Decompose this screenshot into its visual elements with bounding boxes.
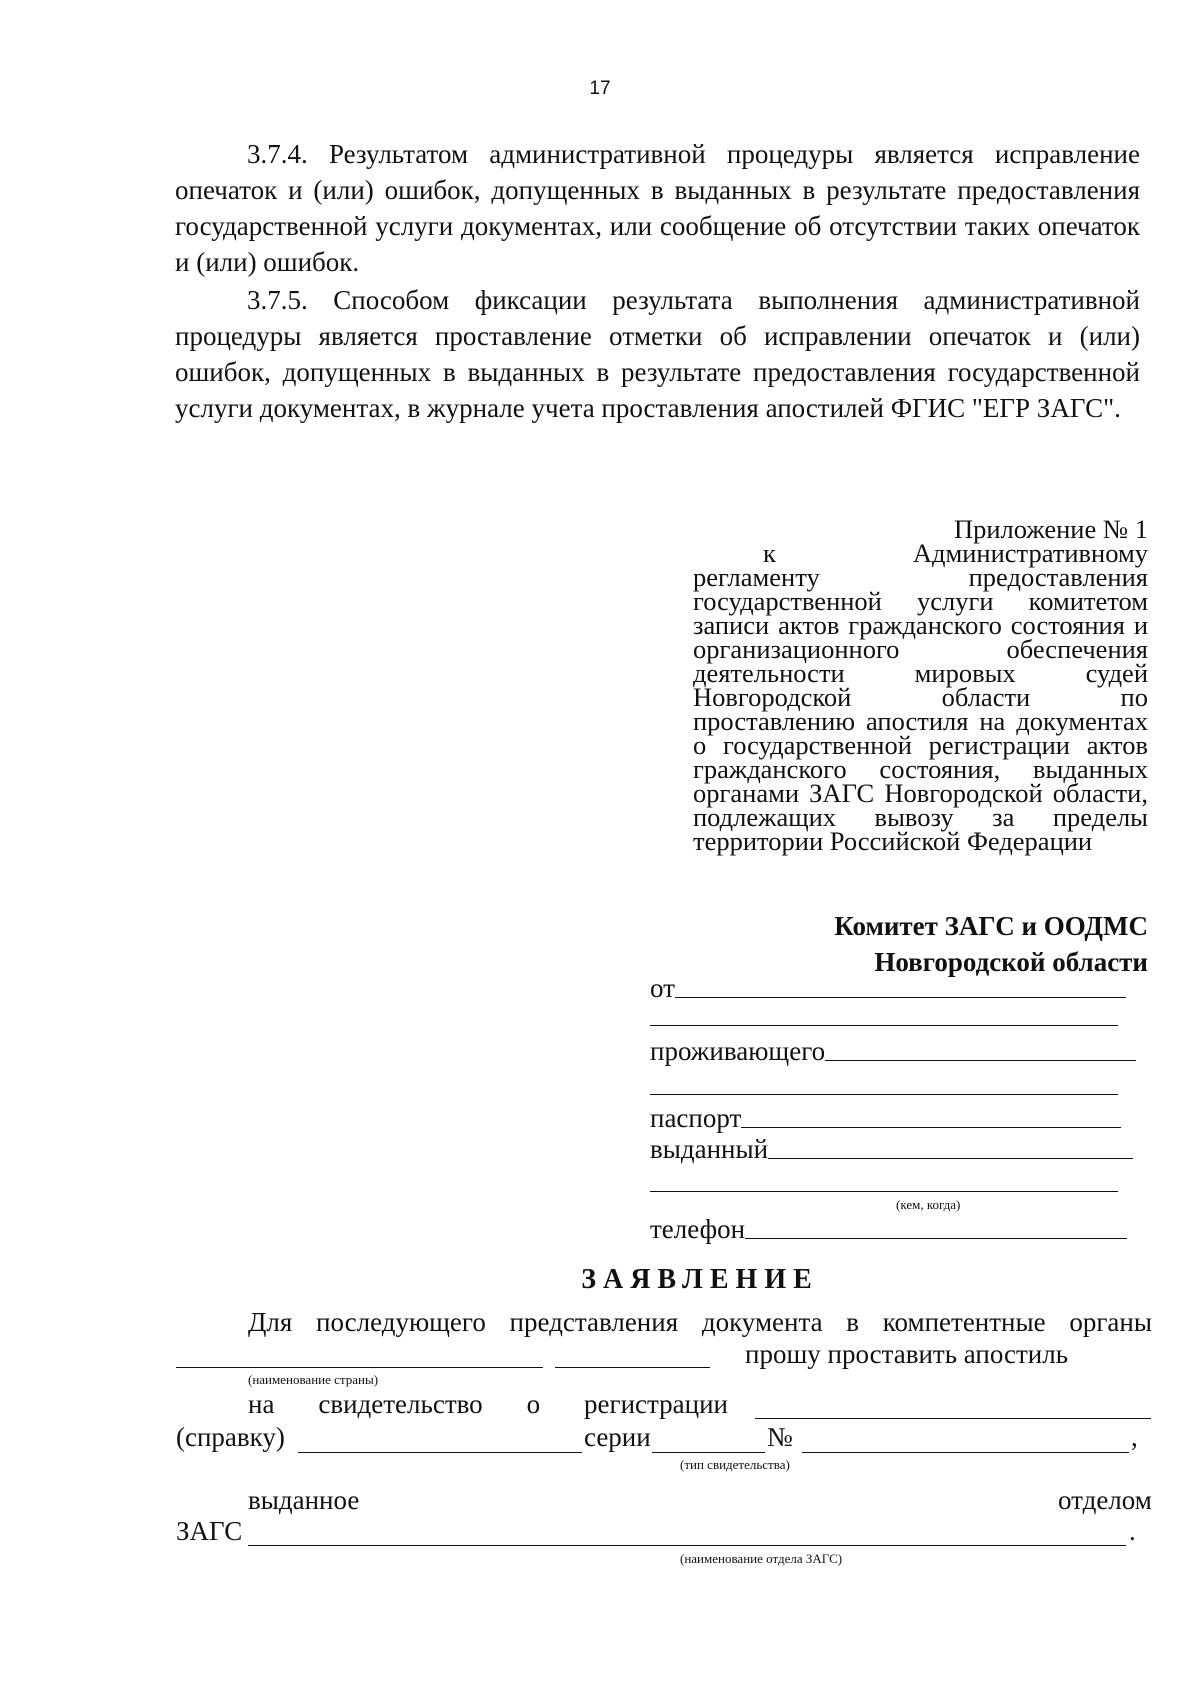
- issued-line-2[interactable]: [650, 1191, 1118, 1192]
- department-word: отделом: [1058, 1485, 1152, 1515]
- phone-line[interactable]: [745, 1234, 1127, 1239]
- issued-field: [650, 1133, 1133, 1165]
- from-line[interactable]: [675, 993, 1126, 998]
- serii-label: серии: [584, 1422, 651, 1452]
- certificate-type-line[interactable]: [755, 1418, 1151, 1419]
- residing-line-2[interactable]: [650, 1094, 1118, 1095]
- line-4-comma: ,: [1131, 1422, 1138, 1452]
- word-o: о: [526, 1389, 541, 1419]
- phone-label: телефон: [650, 1214, 746, 1244]
- country-line-2[interactable]: [555, 1367, 710, 1368]
- number-sign: №: [767, 1422, 793, 1452]
- passport-label: паспорт: [650, 1103, 742, 1133]
- word-svidetelstvo: свидетельство: [318, 1389, 483, 1419]
- residing-label: проживающего: [650, 1036, 826, 1066]
- from-label: от: [650, 973, 675, 1003]
- issued-hint: (кем, когда): [896, 1197, 961, 1212]
- statement-title: ЗАЯВЛЕНИЕ: [581, 1264, 819, 1295]
- series-line[interactable]: [652, 1452, 765, 1453]
- phone-field: [650, 1213, 1127, 1245]
- residing-line[interactable]: [825, 1056, 1136, 1061]
- word-na: на: [248, 1389, 275, 1419]
- from-line-2[interactable]: [650, 1025, 1118, 1026]
- addressee-line-2: Новгородской области: [874, 947, 1148, 977]
- type-hint: (тип свидетельства): [680, 1457, 790, 1472]
- issued-line[interactable]: [768, 1154, 1133, 1159]
- paragraph-3-7-4: 3.7.4. Результатом административной процедуры является исправление опечаток и (или) ошибок, допущенных в выданных в результате предоставления государственной услуги документах, или сообщение об отсутствии таких опечаток и (или) ошибок.: [175, 139, 1140, 277]
- country-hint: (наименование страны): [248, 1372, 379, 1387]
- appendix-block: [693, 514, 1148, 856]
- zags-line[interactable]: [248, 1545, 1126, 1546]
- spravku-label: (справку): [176, 1422, 285, 1452]
- paragraph-3-7-5: 3.7.5. Способом фиксации результата выполнения административной процедуры является проставление отметки об исправлении опечаток и (или) ошибок, допущенных в выданных в результате предоставления государственной услуги документах, в журнале учета проставления апостилей ФГИС "ЕГР ЗАГС".: [175, 285, 1140, 423]
- addressee-line-1: Комитет ЗАГС и ООДМС: [834, 911, 1148, 941]
- passport-line[interactable]: [741, 1123, 1121, 1128]
- country-line[interactable]: [176, 1367, 543, 1368]
- appendix-k: к: [763, 538, 776, 568]
- appendix-first-line-rest: Административному: [912, 538, 1148, 568]
- statement-line-2-tail: прошу проставить апостиль: [745, 1339, 1069, 1369]
- appendix-heading: Приложение № 1: [953, 514, 1148, 544]
- zags-hint: (наименование отдела ЗАГС): [680, 1551, 843, 1566]
- word-registratsii: регистрации: [584, 1389, 728, 1419]
- spravku-line[interactable]: [298, 1452, 582, 1453]
- addressee: [650, 908, 1148, 980]
- issued-word: выданное: [248, 1485, 360, 1515]
- number-line[interactable]: [802, 1452, 1129, 1453]
- statement-line-3: [248, 1389, 728, 1420]
- zags-label: ЗАГС: [176, 1516, 243, 1546]
- passport-field: [650, 1102, 1121, 1134]
- line-6-period: .: [1129, 1516, 1136, 1546]
- appendix-body: регламенту предоставления государственной услуги комитетом записи актов гражданского состояния и организационного обеспечения деятельности мировых судей Новгородской области по проставлению апостиля на документах о государственной регистрации актов гражданского состояния, выданных органами ЗАГС Новгородской области, подлежащих вывозу за пределы территории Российской Федерации: [693, 562, 1148, 856]
- residing-field: [650, 1035, 1136, 1067]
- page-number: 17: [589, 78, 611, 99]
- issued-label: выданный: [650, 1134, 769, 1164]
- from-field: [650, 972, 1126, 1004]
- statement-line-1: Для последующего представления документа в компетентные органы: [248, 1307, 1152, 1337]
